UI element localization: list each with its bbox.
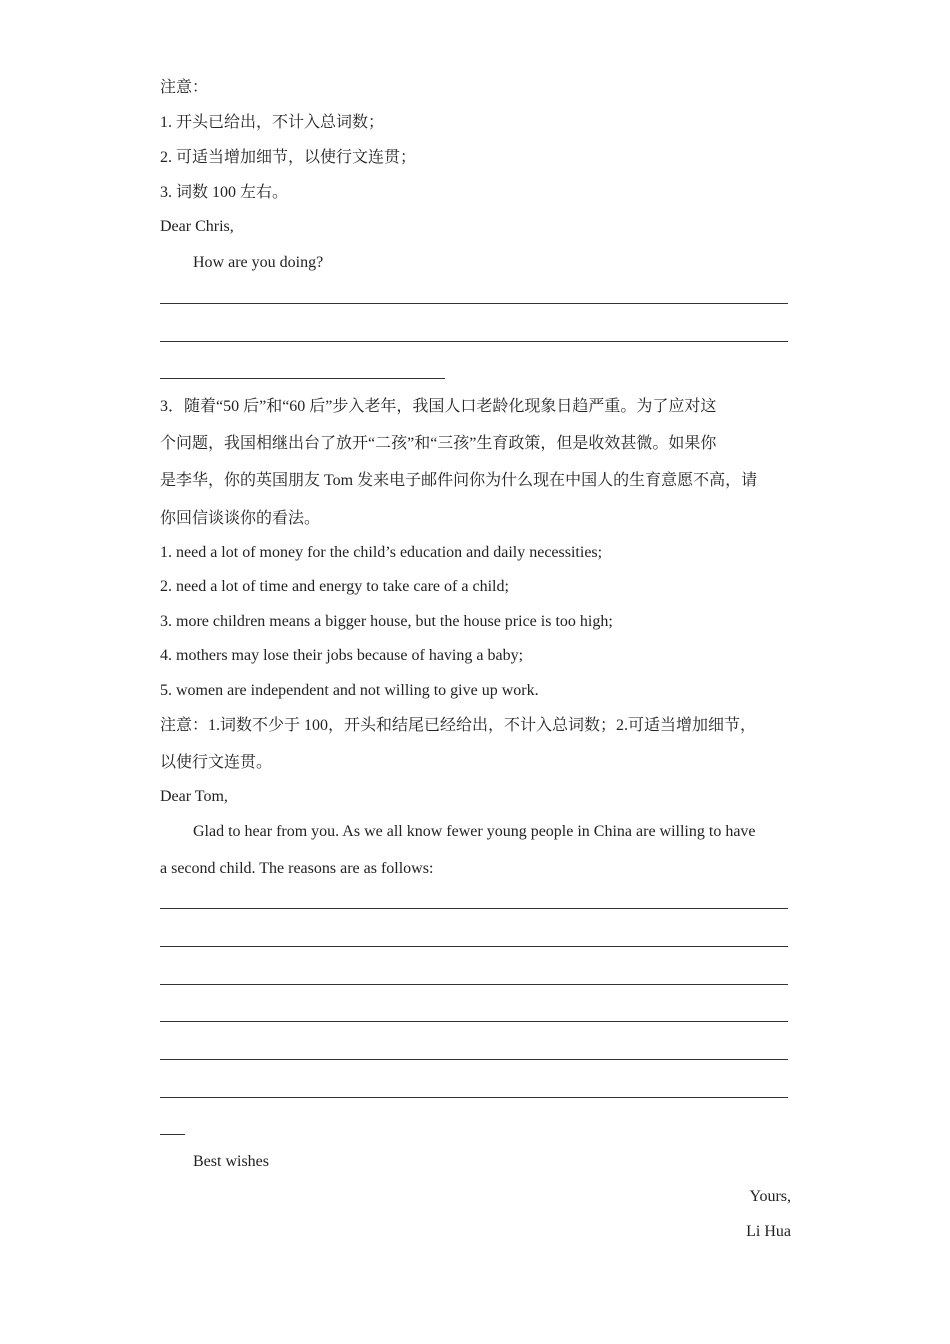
question-prompt-line: 是李华，你的英国朋友 Tom 发来电子邮件问你为什么现在中国人的生育意愿不高，请 bbox=[160, 472, 758, 489]
question-prompt-line: 3．随着“50 后”和“60 后”步入老年，我国人口老龄化现象日趋严重。为了应对这 bbox=[160, 398, 717, 415]
note-item: 3. 词数 100 左右。 bbox=[160, 184, 289, 201]
point-item: 4. mothers may lose their jobs because of having a baby; bbox=[160, 647, 524, 664]
answer-line[interactable] bbox=[160, 908, 788, 909]
letter-salutation: Dear Tom, bbox=[160, 788, 228, 805]
question-prompt-line: 个问题，我国相继出台了放开“二孩”和“三孩”生育政策，但是收效甚微。如果你 bbox=[160, 435, 717, 452]
letter-body-line: Glad to hear from you. As we all know fewer young people in China are willing to have bbox=[193, 823, 756, 840]
letter-signature: Li Hua bbox=[746, 1223, 791, 1240]
point-item: 1. need a lot of money for the child’s education and daily necessities; bbox=[160, 544, 603, 561]
answer-line[interactable] bbox=[160, 378, 445, 379]
letter-signoff: Yours, bbox=[749, 1188, 791, 1205]
answer-line[interactable] bbox=[160, 303, 788, 304]
letter-opening: How are you doing? bbox=[193, 254, 324, 271]
note-item: 1. 开头已给出，不计入总词数； bbox=[160, 114, 385, 131]
answer-line[interactable] bbox=[160, 341, 788, 342]
answer-line[interactable] bbox=[160, 1059, 788, 1060]
letter-salutation: Dear Chris, bbox=[160, 218, 234, 235]
letter-closing: Best wishes bbox=[193, 1153, 269, 1170]
point-item: 2. need a lot of time and energy to take care of a child; bbox=[160, 578, 509, 595]
letter-body-line: a second child. The reasons are as follows: bbox=[160, 860, 434, 877]
question-prompt-line: 你回信谈谈你的看法。 bbox=[160, 510, 321, 527]
note-item: 2. 可适当增加细节，以使行文连贯； bbox=[160, 149, 417, 166]
answer-line[interactable] bbox=[160, 984, 788, 985]
point-item: 5. women are independent and not willing to give up work. bbox=[160, 682, 539, 699]
answer-line[interactable] bbox=[160, 946, 788, 947]
notes-title: 注意： bbox=[160, 79, 209, 96]
question-notes: 注意：1.词数不少于 100，开头和结尾已经给出，不计入总词数；2.可适当增加细节， bbox=[160, 717, 757, 734]
question-notes: 以使行文连贯。 bbox=[160, 754, 273, 771]
answer-line[interactable] bbox=[160, 1134, 185, 1135]
point-item: 3. more children means a bigger house, but the house price is too high; bbox=[160, 613, 613, 630]
answer-line[interactable] bbox=[160, 1021, 788, 1022]
answer-line[interactable] bbox=[160, 1097, 788, 1098]
